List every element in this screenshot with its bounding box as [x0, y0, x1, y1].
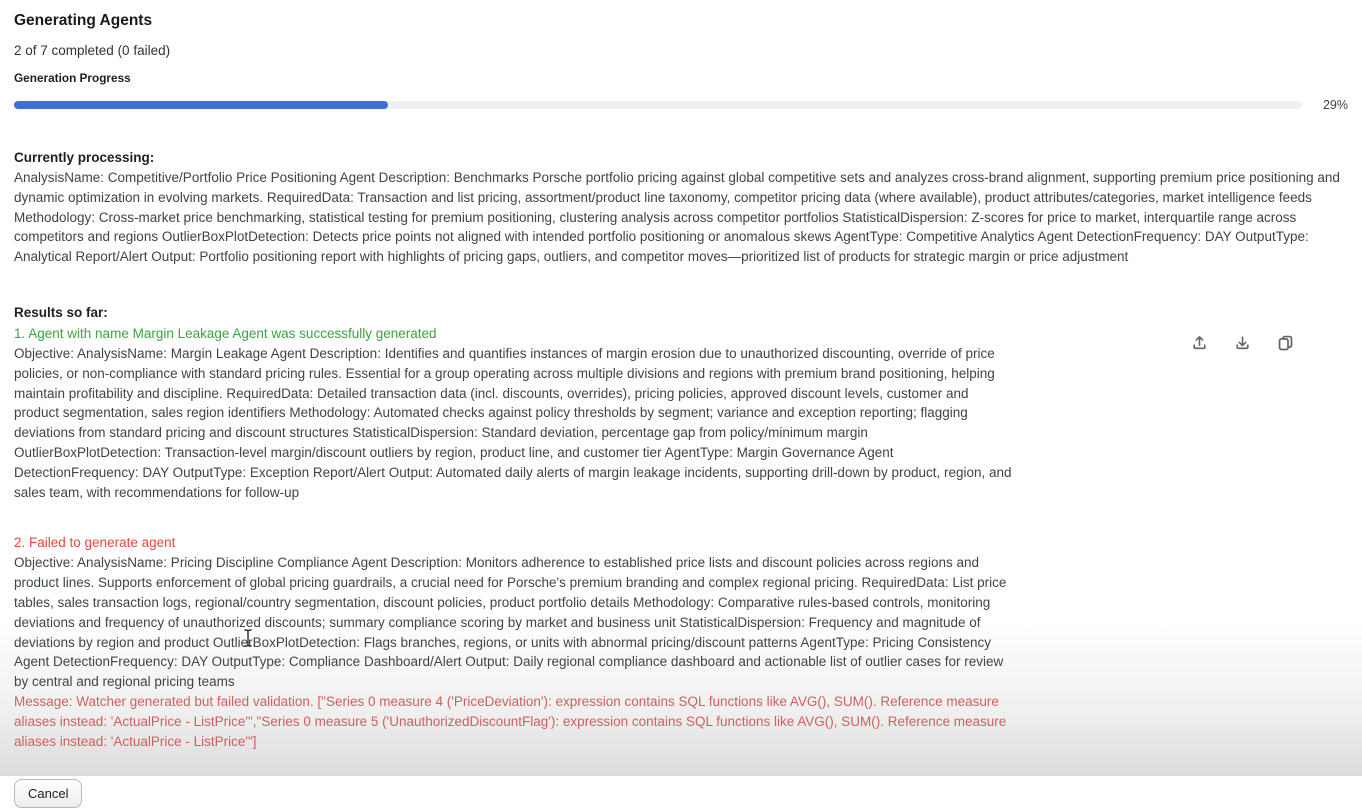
result-body: Objective: AnalysisName: Margin Leakage Agent Description: Identifies and quantifies instances of margin erosion due to unauthorized discounting, override of price policies, or non-compliance with standard pricing rules. Essential for a group operating across multiple divisions and regions with premium brand positioning, helping maintain profitability and discipline. RequiredData: Detailed transaction data (incl. discounts, overrides), pricing policies, approved discount levels, customer and product segmentation, sales region identifiers Methodology: Automated checks against policy thresholds by segment; variance and exception reporting; flagging deviations from standard pricing and discount structures StatisticalDispersion: Standard deviation, percentage gap from policy/minimum margin OutlierBoxPlotDetection: Transaction-level margin/discount outliers by region, product line, and customer tier AgentType: Margin Governance Agent DetectionFrequency: DAY OutputType: Exception Report/Alert Output: Automated daily alerts of margin leakage incidents, supporting drill-down by product, region, and sales team, with recommendations for follow-up — [14, 345, 1012, 500]
result-item — [14, 532, 1348, 751]
progress-bar — [14, 101, 1302, 109]
export-button[interactable] — [1189, 333, 1209, 353]
results-section — [14, 303, 1348, 751]
completion-status: 2 of 7 completed (0 failed) — [14, 43, 171, 58]
progress-percent: 29% — [1322, 98, 1348, 112]
progress-fill — [14, 101, 388, 109]
result-body: Objective: AnalysisName: Pricing Discipline Compliance Agent Description: Monitors adherence to established price lists and discount policies across regions and product lines. Supports enforcement of global pricing guardrails, a crucial need for Porsche's premium branding and complex regional pricing. RequiredData: List price tables, sales transaction logs, regional/country segmentation, discount policies, product portfolio details Methodology: Comparative rules-based controls, monitoring deviations and frequency of unauthorized discounts; summary compliance scoring by market and business unit StatisticalDispersion: Frequency and magnitude of deviations by region and product OutlierBoxPlotDetection: Flags branches, regions, or units with abnormal pricing/discount patterns AgentType: Pricing Consistency Agent DetectionFrequency: DAY OutputType: Compliance Dashboard/Alert Output: Daily regional compliance dashboard and actionable list of outlier cases for review by central and regional pricing teams — [14, 555, 1007, 690]
result-item — [14, 323, 1348, 502]
result-actions — [1189, 323, 1348, 353]
currently-processing-heading: Currently processing: — [14, 150, 155, 165]
copy-icon — [1277, 334, 1294, 351]
page-title: Generating Agents — [14, 12, 153, 29]
currently-processing-section — [14, 148, 1348, 267]
cancel-button[interactable]: Cancel — [14, 779, 82, 808]
progress-label: Generation Progress — [14, 71, 131, 85]
download-icon — [1234, 334, 1251, 351]
validation-error-message: Message: Watcher generated but failed validation. ["Series 0 measure 4 ('PriceDeviation'): expression contains SQL functions like AVG(), SUM(). Reference measure aliases instead: 'ActualPrice - ListPrice'","Series 0 measure 5 ('UnauthorizedDiscountFlag'): expression contains SQL functions like AVG(), SUM(). Reference measure aliases instead: 'ActualPrice - ListPrice'"] — [14, 693, 1007, 749]
result-title-failed: 2. Failed to generate agent — [14, 535, 176, 551]
result-title-success: 1. Agent with name Margin Leakage Agent was successfully generated — [14, 325, 437, 341]
export-icon — [1191, 334, 1208, 351]
progress-row — [14, 98, 1348, 112]
currently-processing-text: AnalysisName: Competitive/Portfolio Price Positioning Agent Description: Benchmarks Porsche portfolio pricing against global competitive sets and analyzes cross-brand alignment, supporting premium price positioning and dynamic optimization in evolving markets. RequiredData: Transaction and list pricing, assortment/product line taxonomy, competitor pricing data (where available), product attributes/categories, market intelligence feeds Methodology: Cross-market price benchmarking, statistical testing for premium positioning, clustering analysis across competitor portfolios StatisticalDispersion: Z-scores for price to market, interquartile range across competitors and regions OutlierBoxPlotDetection: Detects price points not aligned with intended portfolio positioning or anomalous skews AgentType: Competitive Analytics Agent DetectionFrequency: DAY OutputType: Analytical Report/Alert Output: Portfolio positioning report with highlights of pricing gaps, outliers, and competitor moves—prioritized list of products for strategic margin or price adjustment — [14, 170, 1340, 265]
results-heading: Results so far: — [14, 304, 108, 320]
download-button[interactable] — [1232, 333, 1252, 353]
copy-button[interactable] — [1275, 333, 1295, 353]
